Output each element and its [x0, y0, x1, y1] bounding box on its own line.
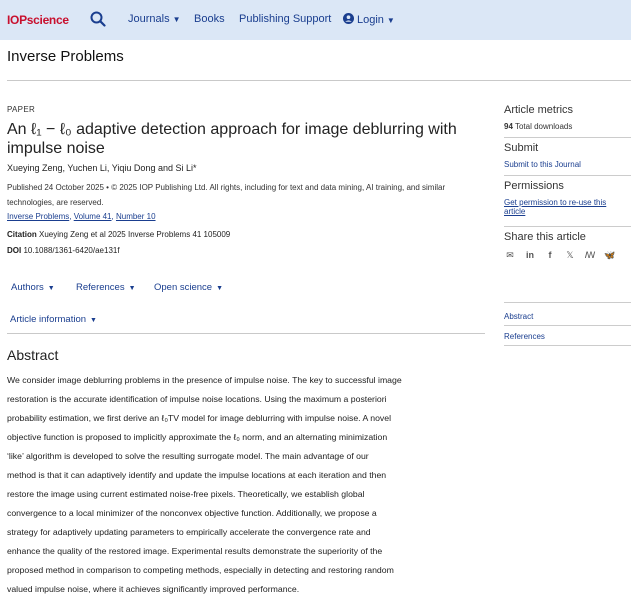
- published-info: Published 24 October 2025 • © 2025 IOP Publishing Ltd. All rights, including for text and data mining, AI training, and similar technologies, are reserved.: [7, 183, 446, 207]
- tab-references-label: References: [76, 282, 125, 293]
- permissions-heading: Permissions: [504, 180, 564, 192]
- article-title: An ℓ₁ − ℓ₀ adaptive detection approach for image deblurring with impulse noise: [7, 121, 457, 157]
- tab-authors[interactable]: [11, 282, 55, 293]
- search-icon[interactable]: [90, 11, 106, 27]
- abstract-line: convergence to a local minimizer of the nonconvex objective function. Additionally, we propose a: [7, 508, 377, 518]
- iopscience-logo[interactable]: [7, 13, 69, 27]
- mendeley-icon[interactable]: ꟿ: [584, 250, 596, 260]
- abstract-line: ‘like’ algorithm is developed to solve the resulting surrogate model. The main advantage of our: [7, 451, 369, 461]
- tab-authors-label: Authors: [11, 282, 44, 293]
- linkedin-icon[interactable]: in: [526, 250, 534, 260]
- chevron-down-icon: ▼: [90, 317, 97, 324]
- journal-title[interactable]: Inverse Problems: [7, 48, 124, 65]
- abstract-line: valued impulse noise, where it achieves significantly improved performance.: [7, 584, 300, 594]
- abstract-line: restoration is the accurate identification of impulse noise locations. Using the maximum a posteriori: [7, 394, 387, 404]
- chevron-down-icon: ▼: [216, 285, 224, 292]
- divider: [504, 325, 631, 326]
- x-icon[interactable]: 𝕏: [566, 250, 574, 260]
- downloads-label: Total downloads: [514, 122, 573, 131]
- nav-journals-label: Journals: [128, 13, 170, 25]
- submit-link[interactable]: Submit to this Journal: [504, 160, 581, 169]
- abstract-text: [7, 371, 485, 599]
- doi-label: DOI: [7, 246, 22, 255]
- nav-journals[interactable]: [128, 13, 181, 25]
- divider: [504, 345, 631, 346]
- bluesky-icon[interactable]: 🦋: [604, 250, 616, 260]
- divider: [504, 302, 631, 303]
- permissions-link-line: article: [504, 207, 526, 216]
- nav-login[interactable]: [343, 13, 395, 26]
- chevron-down-icon: ▼: [386, 16, 395, 25]
- tab-open-science[interactable]: [154, 282, 223, 293]
- sidebar-nav-references[interactable]: References: [504, 332, 545, 341]
- doi-value[interactable]: 10.1088/1361-6420/ae131f: [23, 246, 120, 255]
- tab-references[interactable]: [76, 282, 136, 293]
- tab-open-science-label: Open science: [154, 282, 213, 293]
- article-type-label: PAPER: [7, 105, 36, 114]
- user-icon: [343, 13, 354, 24]
- divider: [7, 80, 631, 81]
- citation: [7, 230, 230, 239]
- nav-publishing-support[interactable]: [239, 13, 331, 25]
- share-icons: [504, 250, 616, 261]
- nav-publishing-support-label: Publishing Support: [239, 13, 332, 25]
- email-icon[interactable]: ✉: [506, 250, 514, 260]
- nav-login-label: Login: [357, 14, 384, 26]
- abstract-line: method is that it can adaptively identify and update the impulse locations at each iteration and then: [7, 470, 387, 480]
- citation-text: Xueying Zeng et al 2025 Inverse Problems 41 105009: [39, 230, 231, 239]
- article-metrics-heading: Article metrics: [504, 104, 574, 116]
- link-journal[interactable]: Inverse Problems: [7, 212, 70, 221]
- permissions-link[interactable]: [504, 198, 606, 216]
- facebook-icon[interactable]: f: [548, 250, 552, 260]
- logo-iop-text: IOP: [7, 13, 27, 27]
- divider: [504, 175, 631, 176]
- article-information-label: Article information: [10, 314, 87, 325]
- chevron-down-icon: ▼: [128, 285, 136, 292]
- citation-label: Citation: [7, 230, 37, 239]
- link-number[interactable]: Number 10: [115, 212, 156, 221]
- submit-heading: Submit: [504, 142, 539, 154]
- downloads-count: 94: [504, 122, 513, 131]
- nav-books-label: Books: [194, 13, 225, 25]
- downloads: [504, 122, 572, 131]
- divider: [504, 137, 631, 138]
- permissions-link-line: Get permission to re-use this: [504, 198, 607, 207]
- logo-science-text: science: [26, 13, 69, 27]
- abstract-line: strategy for adaptively updating parameters to empirically accelerate the convergence rate and: [7, 527, 371, 537]
- abstract-heading: Abstract: [7, 347, 59, 363]
- abstract-line: enhance the quality of the restored image. Experimental results demonstrate the superiority of the: [7, 546, 383, 556]
- doi: [7, 246, 120, 255]
- link-volume[interactable]: Volume 41: [73, 212, 112, 221]
- chevron-down-icon: ▼: [47, 285, 55, 292]
- sidebar-nav-abstract[interactable]: Abstract: [504, 312, 534, 321]
- abstract-line: proposed method in comparison to competing methods, especially in detecting and restoring random: [7, 565, 394, 575]
- abstract-line: We consider image deblurring problems in the presence of impulse noise. The key to successful image: [7, 375, 402, 385]
- abstract-line: restore the image using current estimated noise-free pixels. Theoretically, we establish global: [7, 489, 365, 499]
- abstract-line: objective function is proposed to implicitly approximate the ℓ₀ norm, and an alternating minimization: [7, 432, 388, 442]
- journal-links: Inverse Problems, Volume 41, Number 10: [7, 212, 156, 221]
- top-navigation-bar: [0, 0, 631, 40]
- article-authors: Xueying Zeng, Yuchen Li, Yiqiu Dong and Si Li*: [7, 163, 197, 173]
- share-heading: Share this article: [504, 231, 586, 243]
- article-information-toggle[interactable]: [10, 314, 97, 325]
- divider: [7, 333, 485, 334]
- nav-books[interactable]: [194, 13, 225, 25]
- chevron-down-icon: ▼: [172, 15, 181, 24]
- divider: [504, 226, 631, 227]
- abstract-line: probability estimation, we first derive an ℓ₀TV model for image deblurring with impulse noise. A novel: [7, 413, 392, 423]
